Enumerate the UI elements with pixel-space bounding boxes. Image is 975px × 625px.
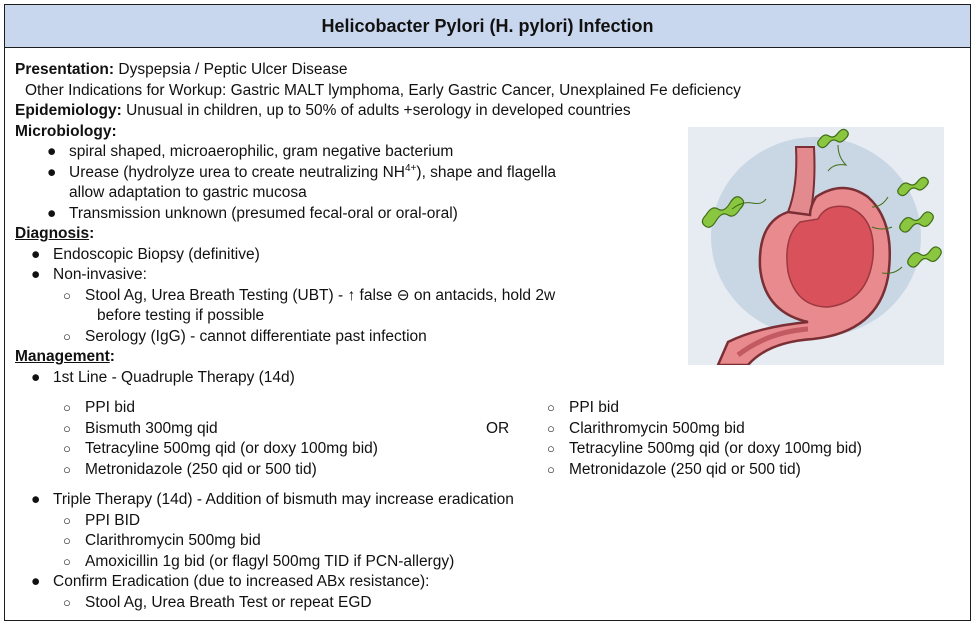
col-a-item: Tetracyline 500mg qid (or doxy 100mg bid) [85, 440, 378, 457]
diagnosis-sub-0a: Stool Ag, Urea Breath Testing (UBT) - ↑ false ⊖ on antacids, hold 2w [85, 286, 556, 304]
stomach-with-bacteria-illustration [688, 127, 944, 365]
bullet-icon: ● [31, 266, 41, 283]
list-item [63, 398, 378, 419]
list-item [15, 531, 965, 552]
or-separator: OR [486, 420, 510, 437]
circle-bullet-icon: ○ [63, 420, 71, 436]
list-item [63, 419, 378, 440]
circle-bullet-icon: ○ [63, 594, 71, 610]
micro-item-1b: ), shape and flagella [416, 163, 557, 181]
bullet-icon: ● [31, 245, 41, 263]
triple-item: Amoxicillin 1g bid (or flagyl 500mg TID if PCN-allergy) [85, 552, 455, 570]
circle-bullet-icon: ○ [63, 400, 71, 415]
circle-bullet-icon: ○ [63, 512, 71, 528]
triple-therapy: Triple Therapy (14d) - Addition of bismuth may increase eradication [53, 491, 514, 508]
list-item [15, 572, 965, 593]
list-item [15, 490, 965, 511]
presentation-label: Presentation: [15, 61, 115, 78]
list-item [547, 398, 862, 419]
diagnosis-sub-1: Serology (IgG) - cannot differentiate past infection [85, 327, 427, 345]
microbiology-label: Microbiology: [15, 122, 117, 140]
circle-bullet-icon: ○ [547, 400, 555, 415]
list-item [15, 511, 965, 532]
micro-item-1c: allow adaptation to gastric mucosa [69, 184, 307, 201]
list-item [547, 419, 862, 440]
diagnosis-item-0: Endoscopic Biopsy (definitive) [53, 245, 260, 263]
circle-bullet-icon: ○ [63, 461, 71, 477]
list-item [547, 439, 862, 460]
therapy-columns [15, 398, 965, 480]
col-a-item: Bismuth 300mg qid [85, 419, 218, 437]
bullet-icon: ● [31, 491, 41, 508]
presentation-text: Dyspepsia / Peptic Ulcer Disease [118, 61, 348, 78]
col-b-item: Clarithromycin 500mg bid [569, 419, 745, 437]
epidemiology-line [15, 101, 965, 122]
circle-bullet-icon: ○ [63, 328, 71, 344]
presentation-line [15, 60, 965, 81]
confirm-eradication: Confirm Eradication (due to increased ABx resistance): [53, 573, 430, 590]
management-label: Management [15, 348, 110, 365]
col-b-item: Metronidazole (250 qid or 500 tid) [569, 460, 801, 478]
circle-bullet-icon: ○ [547, 461, 555, 477]
bullet-icon: ● [47, 143, 57, 160]
confirm-item: Stool Ag, Urea Breath Test or repeat EGD [85, 593, 372, 611]
list-item [547, 460, 862, 481]
col-b-item: PPI bid [569, 399, 619, 416]
bullet-icon: ● [47, 204, 57, 222]
circle-bullet-icon: ○ [547, 441, 555, 456]
quadruple-clarithro-column [547, 398, 862, 480]
micro-item-1a: Urease (hydrolyze urea to create neutralizing NH [69, 163, 405, 181]
micro-item-0: spiral shaped, microaerophilic, gram negative bacterium [69, 143, 454, 160]
first-line-therapy: 1st Line - Quadruple Therapy (14d) [53, 368, 295, 386]
col-a-item: PPI bid [85, 399, 135, 416]
col-a-item: Metronidazole (250 qid or 500 tid) [85, 460, 317, 478]
list-item [63, 439, 378, 460]
diagnosis-sub-0b: before testing if possible [97, 307, 265, 324]
triple-item: Clarithromycin 500mg bid [85, 532, 261, 549]
presentation-other: Other Indications for Workup: Gastric MALT lymphoma, Early Gastric Cancer, Unexplained Fe deficiency [25, 81, 741, 99]
list-item [15, 552, 965, 573]
quadruple-bismuth-column [63, 398, 378, 480]
epidemiology-label: Epidemiology: [15, 102, 122, 119]
epidemiology-text: Unusual in children, up to 50% of adults +serology in developed countries [126, 102, 631, 119]
list-item [63, 460, 378, 481]
circle-bullet-icon: ○ [63, 441, 71, 456]
diagnosis-label: Diagnosis [15, 225, 90, 242]
circle-bullet-icon: ○ [547, 420, 555, 436]
diagnosis-item-1: Non-invasive: [53, 266, 147, 283]
circle-bullet-icon: ○ [63, 533, 71, 548]
management-colon: : [109, 348, 115, 365]
page-title: Helicobacter Pylori (H. pylori) Infection [5, 5, 970, 48]
list-item [15, 593, 965, 614]
circle-bullet-icon: ○ [63, 287, 71, 303]
list-item [15, 368, 965, 389]
circle-bullet-icon: ○ [63, 553, 71, 569]
diagnosis-colon: : [89, 225, 95, 242]
bullet-icon: ● [31, 368, 41, 386]
superscript: 4+ [405, 162, 417, 174]
bullet-icon: ● [31, 573, 41, 590]
col-b-item: Tetracyline 500mg qid (or doxy 100mg bid) [569, 440, 862, 457]
micro-item-2: Transmission unknown (presumed fecal-oral or oral-oral) [69, 204, 458, 222]
triple-item: PPI BID [85, 511, 141, 529]
bullet-icon: ● [47, 163, 57, 181]
stomach-inner [787, 206, 873, 307]
